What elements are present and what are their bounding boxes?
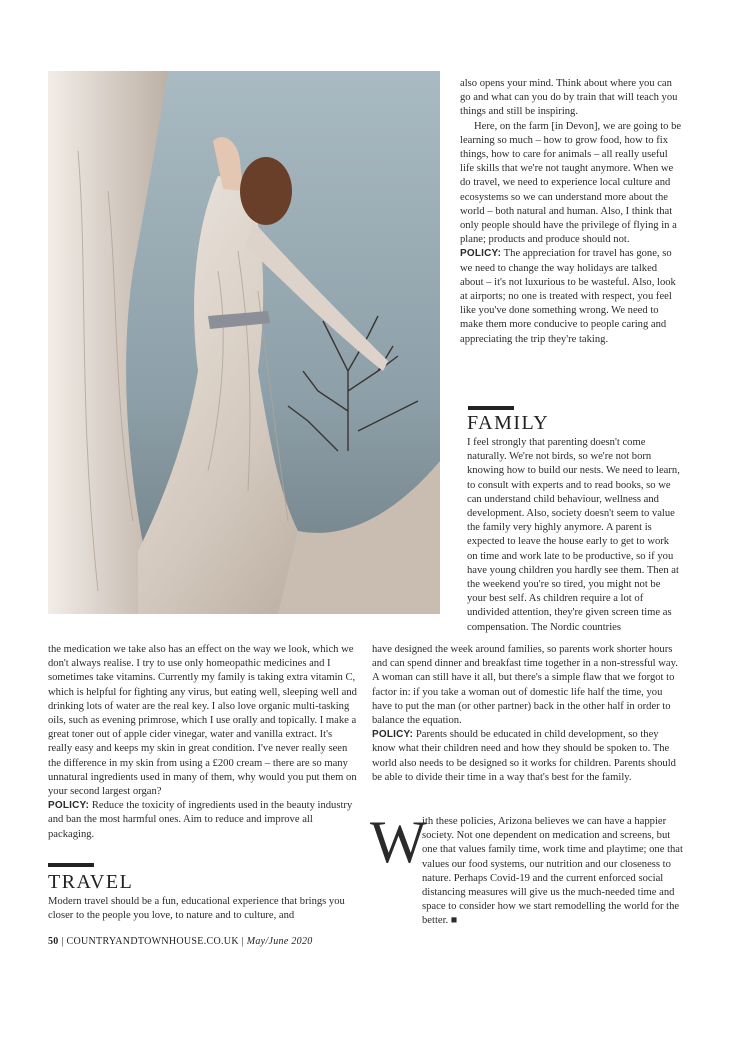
policy-label: POLICY:	[460, 248, 502, 260]
editorial-photo	[48, 71, 440, 614]
page-number: 50	[48, 936, 59, 947]
policy-paragraph	[48, 799, 358, 842]
family-column-top	[467, 436, 682, 635]
policy-label: POLICY:	[48, 800, 90, 812]
paragraph: I feel strongly that parenting doesn't come naturally. We're not birds, so we're not born knowing how to build our nests. We need to learn, to consult with experts and to read books, so we can understand child behaviour, wellness and development. Also, society doesn't seem to value the family very highly anymore. A parent is expected to leave the house early to get to work on time and work late to be productive, so if you have young children you hardly see them. Then at the weekend you're so tired, you might not be your best self. As children require a lot of undivided attention, they're given screen time as compensation. The Nordic countries	[467, 437, 680, 633]
paragraph: Modern travel should be a fun, educational experience that brings you closer to the people you love, to nature and to culture, and	[48, 896, 345, 922]
paragraph: have designed the week around families, so parents work shorter hours and can spend dinner and breakfast time together in a non-stressful way. A woman can still have it all, but there's a simple flaw that we forgot to factor in: if you take a woman out of domestic life half the time, you have to put the man (or other partner) back in the other half in order to balance the equation.	[372, 644, 678, 727]
policy-text: The appreciation for travel has gone, so we need to change the way holidays are talked about – it's not luxurious to be wasteful. Also, look at airports; no one is treated with respect, you feel like you've done something wrong. We need to make them more conducive to people caring and appreciating the trip they're taking.	[460, 248, 676, 345]
section-heading-travel: TRAVEL	[48, 871, 134, 893]
section-rule	[48, 863, 94, 867]
policy-text: Parents should be educated in child development, so they know what their children need and how they should be spoken to. The world also needs to be designed so it works for children. Parents should be able to divide their time in a way that's best for the family.	[372, 729, 676, 783]
right-column-top	[460, 77, 682, 347]
policy-paragraph	[372, 728, 682, 785]
paragraph: also opens your mind. Think about where you can go and what can you do by train that will teach you things and still be inspiring.	[460, 78, 678, 118]
page-footer	[48, 936, 313, 947]
family-column-bottom	[372, 643, 682, 785]
photo-illustration	[48, 71, 440, 614]
section-heading-family: FAMILY	[467, 412, 550, 434]
closing-paragraph: ith these policies, Arizona believes we can have a happier society. Not one dependent on medication and screens, but one that values family time, work time and playtime; one that values our food systems, our nutrition and our closeness to nature. Perhaps Covid-19 and the current enforced social distancing measures will give us the much-needed time and space to consider how we start remodelling the world for the better. ■	[422, 816, 683, 927]
left-column-bottom	[48, 643, 358, 842]
footer-separator: |	[58, 936, 67, 947]
travel-column	[48, 895, 358, 923]
paragraph: the medication we take also has an effect on the way we look, which we don't always realise. I try to use only homeopathic medicines and I sometimes take vitamins. Currently my family is taking extra vitamin C, which is helpful for fighting any virus, but eating well, sleeping well and drinking lots of water are the real key. I also love organic multi-tasking oils, such as evening primrose, which I use orally and topically. I make a great toner out of apple cider vinegar, water and vanilla extract. It's really easy and keeps my skin in great condition. I've never really seen the difference in my skin from using a £200 cream – there are so many unnatural ingredients used in many of them, why would you put them on your second largest organ?	[48, 644, 357, 798]
footer-separator: |	[238, 936, 247, 947]
policy-label: POLICY:	[372, 729, 414, 741]
drop-cap: W	[370, 809, 427, 875]
closing-first-lines	[422, 815, 684, 929]
policy-paragraph	[460, 247, 682, 346]
footer-issue: May/June 2020	[246, 936, 313, 947]
paragraph: Here, on the farm [in Devon], we are going to be learning so much – how to grow food, how to fix things, how to care for animals – all really useful life skills that we're not taught anymore. When we do travel, we need to experience local culture and ecosystems so we can understand more about the world – both natural and human. Also, I think that only people should have the privilege of flying in a plane; products and produce should not.	[460, 120, 682, 246]
section-rule	[468, 406, 514, 410]
policy-text: Reduce the toxicity of ingredients used in the beauty industry and ban the most harmful ones. Aim to reduce and improve all packaging.	[48, 800, 353, 840]
footer-site: COUNTRYANDTOWNHOUSE.CO.UK	[66, 936, 239, 947]
